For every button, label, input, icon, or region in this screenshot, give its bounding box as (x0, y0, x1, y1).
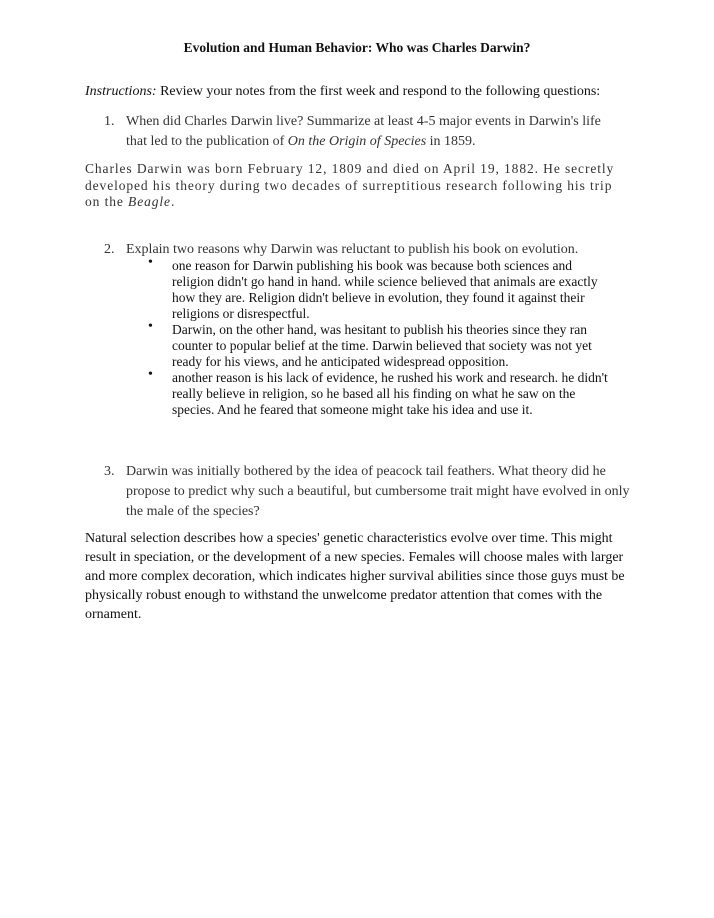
question-2-line-1: Explain two reasons why Darwin was reluctant to publish his book on evolution. (126, 242, 579, 257)
question-3-line-1: Darwin was initially bothered by the idea of peacock tail feathers. What theory did he (126, 464, 606, 479)
question-number: 2. (104, 242, 115, 257)
list-item (145, 319, 615, 370)
instructions-label: Instructions: (85, 84, 157, 99)
answer-2-bullet-list (145, 255, 615, 418)
bullet-text: one reason for Darwin publishing his book was because both sciences and religion didn't go hand in hand. while science believed that animals are exactly how they are. Religion didn't believe in evolution, they found it against their religions or disrespectful. (172, 258, 598, 321)
answer-3: Natural selection describes how a species' genetic characteristics evolve over time. This might result in speciation, or the development of a new species. Females will choose males with larger and more complex decoration, which indicates higher survival abilities since those guys must be physically robust enough to withstand the unwelcome predator attention that comes with the ornament. (85, 531, 625, 622)
instructions (85, 84, 600, 100)
book-title: On the Origin of Species (287, 134, 427, 149)
bullet-text: Darwin, on the other hand, was hesitant to publish his theories since they ran counter to popular belief at the time. Darwin believed that society was not yet ready for his views, and he anticipated widespread opposition. (172, 322, 592, 369)
list-item (145, 367, 615, 418)
bullet-icon: • (148, 367, 153, 382)
question-number: 3. (104, 464, 115, 479)
question-number: 1. (104, 114, 115, 129)
bullet-icon: • (148, 319, 153, 334)
instructions-text: Review your notes from the first week and respond to the following questions: (156, 84, 601, 99)
list-item (145, 255, 615, 322)
question-3-line-3: the male of the species? (126, 504, 260, 519)
document-title: Evolution and Human Behavior: Who was Charles Darwin? (183, 40, 531, 55)
question-3-line-2: propose to predict why such a beautiful, but cumbersome trait might have evolved in only (126, 484, 630, 499)
bullet-icon: • (148, 255, 153, 270)
ship-name: Beagle (128, 194, 171, 209)
question-1-line-2: that led to the publication of On the Origin of Species in 1859. (126, 134, 476, 149)
bullet-text: another reason is his lack of evidence, he rushed his work and research. he didn't really believe in religion, so he based all his finding on what he saw on the species. And he feared that someone might take his idea and use it. (172, 370, 608, 417)
answer-1: Charles Darwin was born February 12, 1809 and died on April 19, 1882. He secretly developed his theory during two decades of surreptitious research following his trip on the Beagle. (85, 161, 615, 209)
question-1-line-1: When did Charles Darwin live? Summarize at least 4-5 major events in Darwin's life (126, 114, 601, 129)
